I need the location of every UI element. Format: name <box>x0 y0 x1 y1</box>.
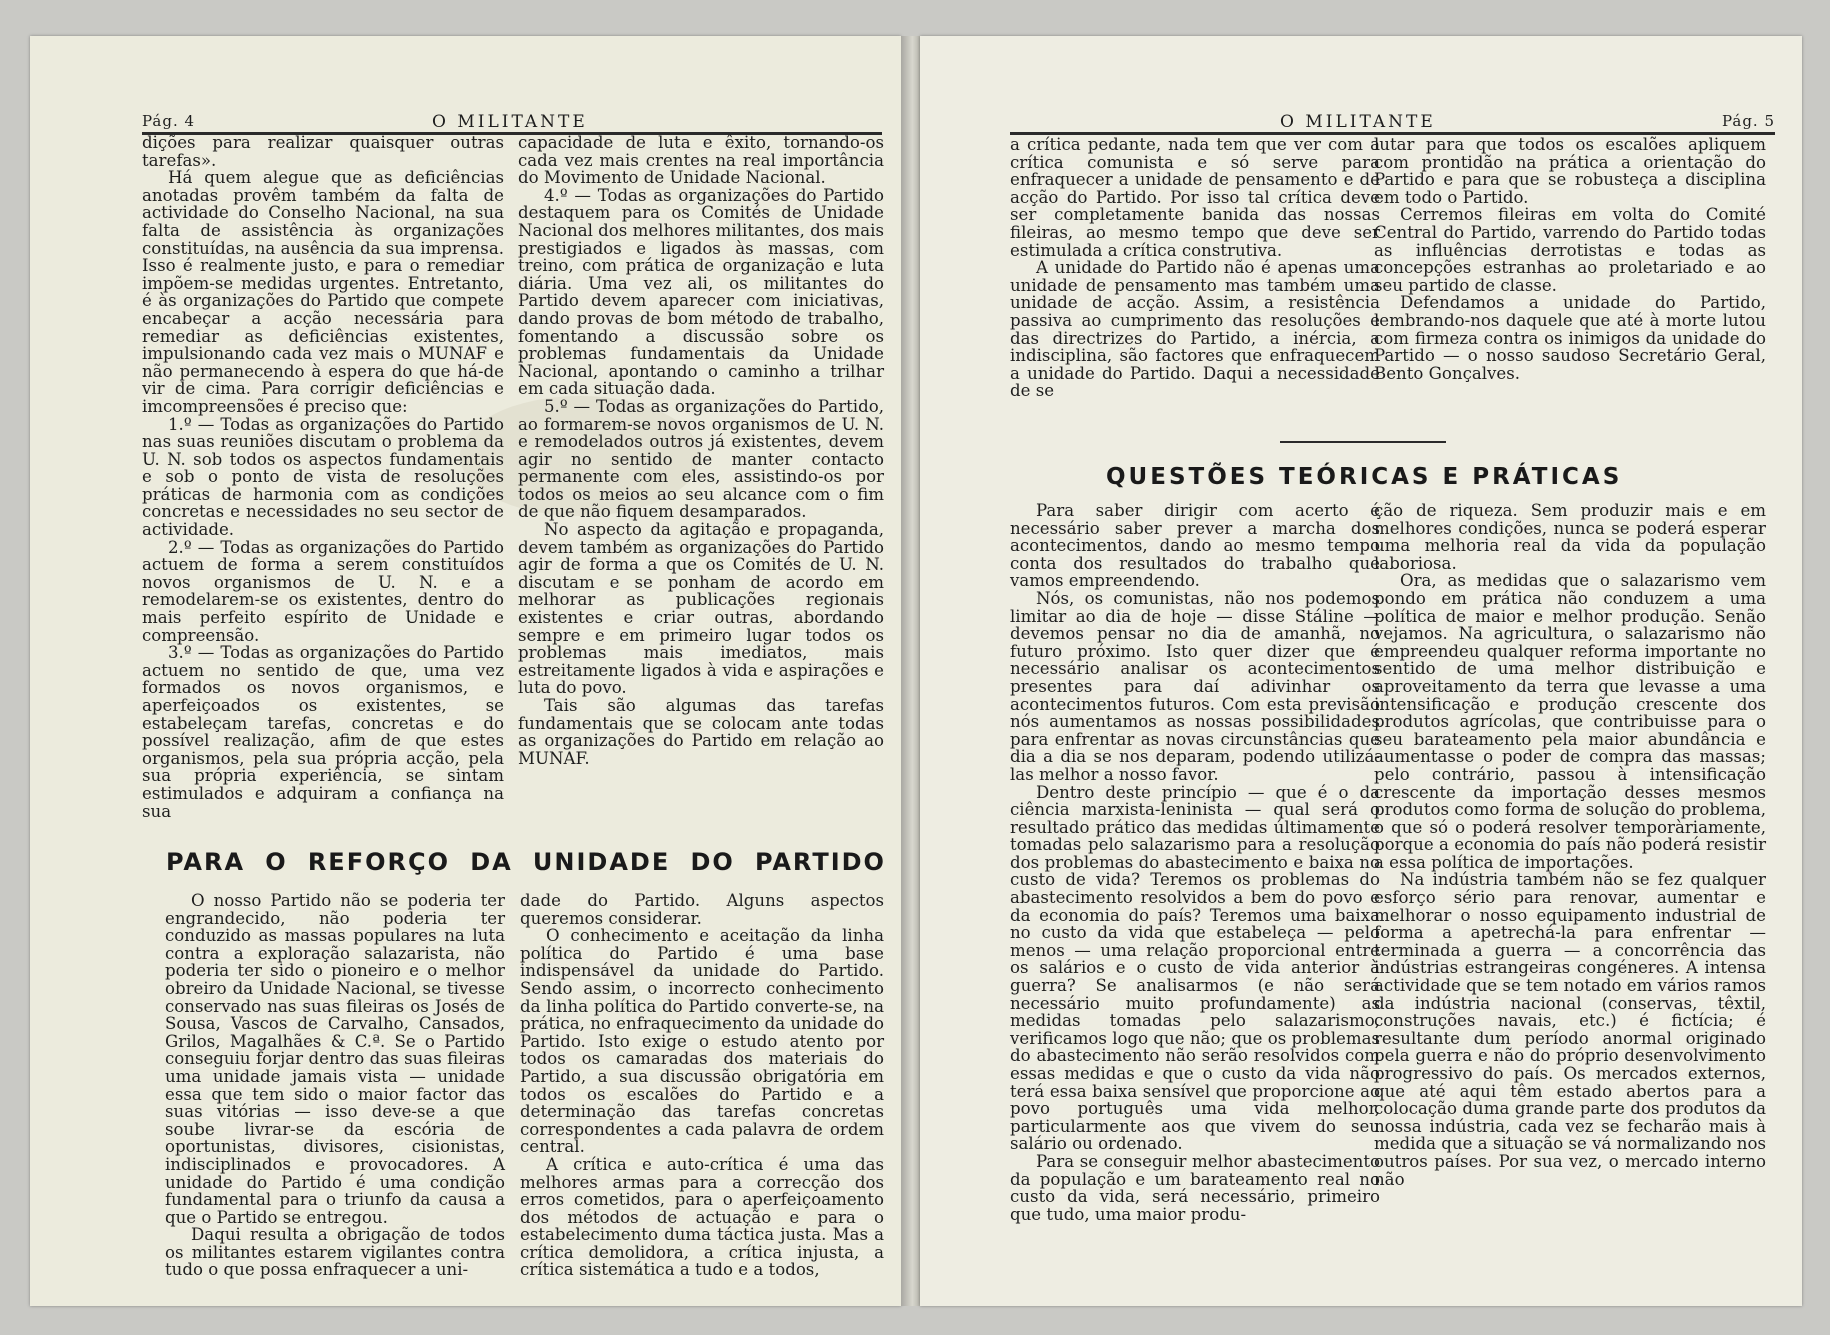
left-column-bottom <box>165 892 505 1279</box>
paragraph: 3.º — Todas as organizações do Partido actuem no sentido de que, uma vez formados os novos organismos, e aperfeiçoados os existentes, se estabeleçam tarefas, concretas e do possível realização, afim de que estes organismos, pela sua própria acção, pela sua própria experiência, se sintam estimulados e adquiram a confiança na sua <box>142 643 504 821</box>
heading-word: O <box>265 848 288 876</box>
paragraph: 4.º — Todas as organizações do Partido destaquem para os Comités de Unidade Nacional dos melhores militantes, dos mais prestigiados e ligados às massas, com treino, com prática de organização e luta diária. Uma vez ali, os militantes do Partido devem aparecer com iniciativas, dando provas de bom método de trabalho, fomentando a discussão sobre os problemas fundamentais da Unidade Nacional, apontando o caminho a trilhar em cada situação dada. <box>518 185 884 399</box>
masthead-title: O MILITANTE <box>1280 112 1436 132</box>
right-page <box>920 36 1802 1306</box>
left-column-bottom <box>1010 502 1380 1223</box>
paragraph: Tais são algumas das tarefas fundamentais que se colocam ante todas as organizações do Partido em relação ao MUNAF. <box>518 696 884 768</box>
heading-word: DO <box>690 848 735 876</box>
paragraph: ção de riqueza. Sem produzir mais e em melhores condições, nunca se poderá esperar uma melhoria real da vida da população laboriosa. <box>1374 501 1766 573</box>
heading-word: PARA <box>166 848 246 876</box>
paragraph: Para saber dirigir com acerto é necessário saber prever a marcha dos acontecimentos, dando ao mesmo tempo conta dos resultados do trabalho que vamos empreendendo. <box>1010 501 1380 591</box>
masthead-title: O MILITANTE <box>432 112 588 132</box>
heading-word: UNIDADE <box>532 848 671 876</box>
paragraph: Cerremos fileiras em volta do Comité Central do Partido, varrendo do Partido todas as influências derrotistas e todas as concepções estranhas ao proletariado e ao seu partido de classe. <box>1374 205 1766 295</box>
paragraph: Há quem alegue que as deficiências anotadas provêm também da falta de actividade do Conselho Nacional, na sua falta de assistência às organizações constituídas, na ausência da sua imprensa. Isso é realmente justo, e para o remediar impõem-se medidas urgentes. Entretanto, é às organizações do Partido que compete encabeçar a acção necessária para remediar as deficiências existentes, impulsionando cada vez mais o MUNAF e não permanecendo à espera do que há-de vir de cima. Para corrigir deficiências e imcompreensões é preciso que: <box>142 168 504 416</box>
paragraph: Ora, as medidas que o salazarismo vem pondo em prática não conduzem a uma política de maior e melhor produção. Senão vejamos. Na agricultura, o salazarismo não empreendeu qualquer reforma importante no sentido de uma melhor distribuição e aproveitamento da terra que levasse a uma intensificação e produção crescente dos produtos agrícolas, que contribuisse para o seu barateamento pela maior abundância e aumentasse o poder de compra das massas; pelo contrário, passou à intensificação crescente da importação desses mesmos produtos como forma de solução do problema, o que só o poderá resolver temporàriamente, porque a economia do país não poderá resistir a essa política de importações. <box>1374 571 1766 872</box>
right-column-bottom <box>520 892 884 1279</box>
page-number: Pág. 5 <box>1721 112 1775 130</box>
paragraph: Na indústria também não se fez qualquer esforço sério para renovar, aumentar e melhorar o nosso equipamento industrial de forma a apetrechá-la para enfrentar — terminada a guerra — a concorrência das indústrias estrangeiras congéneres. A intensa actividade que se tem notado em vários ramos da indústria nacional (conservas, têxtil, construções navais, etc.) é fictícia; é resultante dum período anormal originado pela guerra e não do próprio desenvolvimento progressivo do país. Os mercados externos, que até aqui têm estado abertos para a colocação duma grande parte dos produtos da nossa indústria, cada vez se fecharão mais à medida que a situação se vá normalizando nos outros países. Por sua vez, o mercado interno não <box>1374 870 1766 1189</box>
right-column-top <box>518 134 884 767</box>
paragraph: 2.º — Todas as organizações do Partido actuem de forma a serem constituídos novos organismos de U. N. e a remodelarem-se os existentes, dentro do mais perfeito espírito de Unidade e compreensão. <box>142 537 504 645</box>
left-column-top <box>142 134 504 820</box>
paragraph: O nosso Partido não se poderia ter engrandecido, não poderia ter conduzido as massas populares na luta contra a exploração salazarista, não poderia ter sido o pioneiro e o melhor obreiro da Unidade Nacional, se tivesse conservado nas suas fileiras os Josés de Sousa, Vascos de Carvalho, Cansados, Grilos, Magalhães & C.ª. Se o Partido conseguiu forjar dentro das suas fileiras uma unidade jamais vista — unidade essa que tem sido o maior factor das suas vitórias — isso deve-se a que soube livrar-se da escória de oportunistas, divisores, cisionistas, indisciplinados e provocadores. A unidade do Partido é uma condição fundamental para o triunfo da causa a que o Partido se entregou. <box>165 891 505 1227</box>
paragraph: dições para realizar quaisquer outras tarefas». <box>142 133 504 170</box>
paragraph: dade do Partido. Alguns aspectos queremos considerar. <box>520 891 884 928</box>
paragraph: A unidade do Partido não é apenas uma unidade de pensamento mas também uma unidade de acção. Assim, a resistência passiva ao cumprimento das resoluções e das directrizes do Partido, a inércia, a indisciplina, são factores que enfraquecem a unidade do Partido. Daqui a necessidade de se <box>1010 258 1380 401</box>
paragraph: A crítica e auto-crítica é uma das melhores armas para a correcção dos erros cometidos, para o aperfeiçoamento dos métodos de actuação e para o estabelecimento duma táctica justa. Mas a crítica demolidora, a crítica injusta, a crítica sistemática a tudo e a todos, <box>520 1154 884 1280</box>
page-header <box>1010 108 1775 136</box>
left-page <box>30 36 901 1306</box>
page-header <box>142 108 882 136</box>
paragraph: capacidade de luta e êxito, tornando-os cada vez mais crentes na real importância do Movimento de Unidade Nacional. <box>518 133 884 188</box>
heading-word: PARTIDO <box>754 848 886 876</box>
paragraph: Para se conseguir melhor abastecimento da população e um barateamento real no custo da vida, será necessário, primeiro que tudo, uma maior produ- <box>1010 1151 1380 1224</box>
right-column-bottom <box>1374 502 1766 1188</box>
section-divider <box>1280 441 1446 443</box>
paragraph: No aspecto da agitação e propaganda, devem também as organizações do Partido agir de forma a que os Comités de U. N. discutam e se ponham de acordo em melhorar as publicações regionais existentes e criar outras, abordando sempre e em primeiro lugar todos os problemas mais imediatos, mais estreitamente ligados à vida e aspirações e luta do povo. <box>518 520 884 698</box>
paragraph: 5.º — Todas as organizações do Partido, ao formarem-se novos organismos de U. N. e remodelados outros já existentes, devem agir no sentido de manter contacto permanente com eles, assistindo-os por todos os meios ao seu alcance com o fim de que não fiquem desamparados. <box>518 396 884 522</box>
binding-fold <box>901 36 920 1306</box>
page-number: Pág. 4 <box>142 112 196 130</box>
paragraph: a crítica pedante, nada tem que ver com a crítica comunista e só serve para enfraquecer a unidade de pensamento e de acção do Partido. Por isso tal crítica deve ser completamente banida das nossas fileiras, ao mesmo tempo que deve ser estimulada a crítica construtiva. <box>1010 135 1380 260</box>
section-heading <box>166 848 886 876</box>
paragraph: O conhecimento e aceitação da linha política do Partido é uma base indispensável da unidade do Partido. Sendo assim, o incorrecto conhecimento da linha política do Partido converte-se, na prática, no enfraquecimento da unidade do Partido. Isto exige o estudo atento por todos os camaradas dos materiais do Partido, a sua discussão obrigatória em todos os escalões do Partido e a determinação das tarefas concretas correspondentes a cada palavra de ordem central. <box>520 926 884 1157</box>
paragraph: 1.º — Todas as organizações do Partido nas suas reuniões discutam o problema da U. N. sob todos os aspectos fundamentais e sob o ponto de vista de resoluções práticas de harmonia com as condições concretas e necessidades no seu sector de actividade. <box>142 414 504 540</box>
paragraph: Dentro deste princípio — que é o da ciência marxista-leninista — qual será o resultado prático das medidas últimamente tomadas pelo salazarismo para a resolução dos problemas do abastecimento e baixa no custo de vida? Teremos os problemas do abastecimento resolvidos a bem do povo e da economia do país? Teremos uma baixa no custo da vida que estabeleça — pelo menos — uma relação proporcional entre os salários e o custo de vida anterior à guerra? Se analisarmos (e não será necessário muito profundamente) as medidas tomadas pelo salazarismo, verificamos logo que não; que os problemas do abastecimento não serão resolvidos com essas medidas e que o custo da vida não terá essa baixa sensível que proporcione ao povo português uma vida melhor, particularmente aos que vivem do seu salário ou ordenado. <box>1010 782 1380 1154</box>
paragraph: Daqui resulta a obrigação de todos os militantes estarem vigilantes contra tudo o que possa enfraquecer a uni- <box>165 1225 505 1280</box>
left-column-top <box>1010 136 1380 400</box>
heading-word: DA <box>470 848 513 876</box>
heading-word: REFORÇO <box>307 848 450 876</box>
right-column-top <box>1374 136 1766 382</box>
section-heading: QUESTÕES TEÓRICAS E PRÁTICAS <box>1106 464 1623 490</box>
paragraph: lutar para que todos os escalões apliquem com prontidão na prática a orientação do Partido e para que se robusteça a disciplina em todo o Partido. <box>1374 135 1766 207</box>
paragraph: Defendamos a unidade do Partido, lembrando-nos daquele que até à morte lutou com firmeza contra os inimigos da unidade do Partido — o nosso saudoso Secretário Geral, Bento Gonçalves. <box>1374 293 1766 383</box>
paragraph: Nós, os comunistas, não nos podemos limitar ao dia de hoje — disse Stáline — devemos pensar no dia de amanhã, no futuro próximo. Isto quer dizer que é necessário analisar os acontecimentos presentes para daí adivinhar os acontecimentos futuros. Com esta previsão nós aumentamos as nossas possibilidades para enfrentar as novas circunstâncias que dia a dia se nos deparam, podendo utilizá-las melhor a nosso favor. <box>1010 588 1380 784</box>
